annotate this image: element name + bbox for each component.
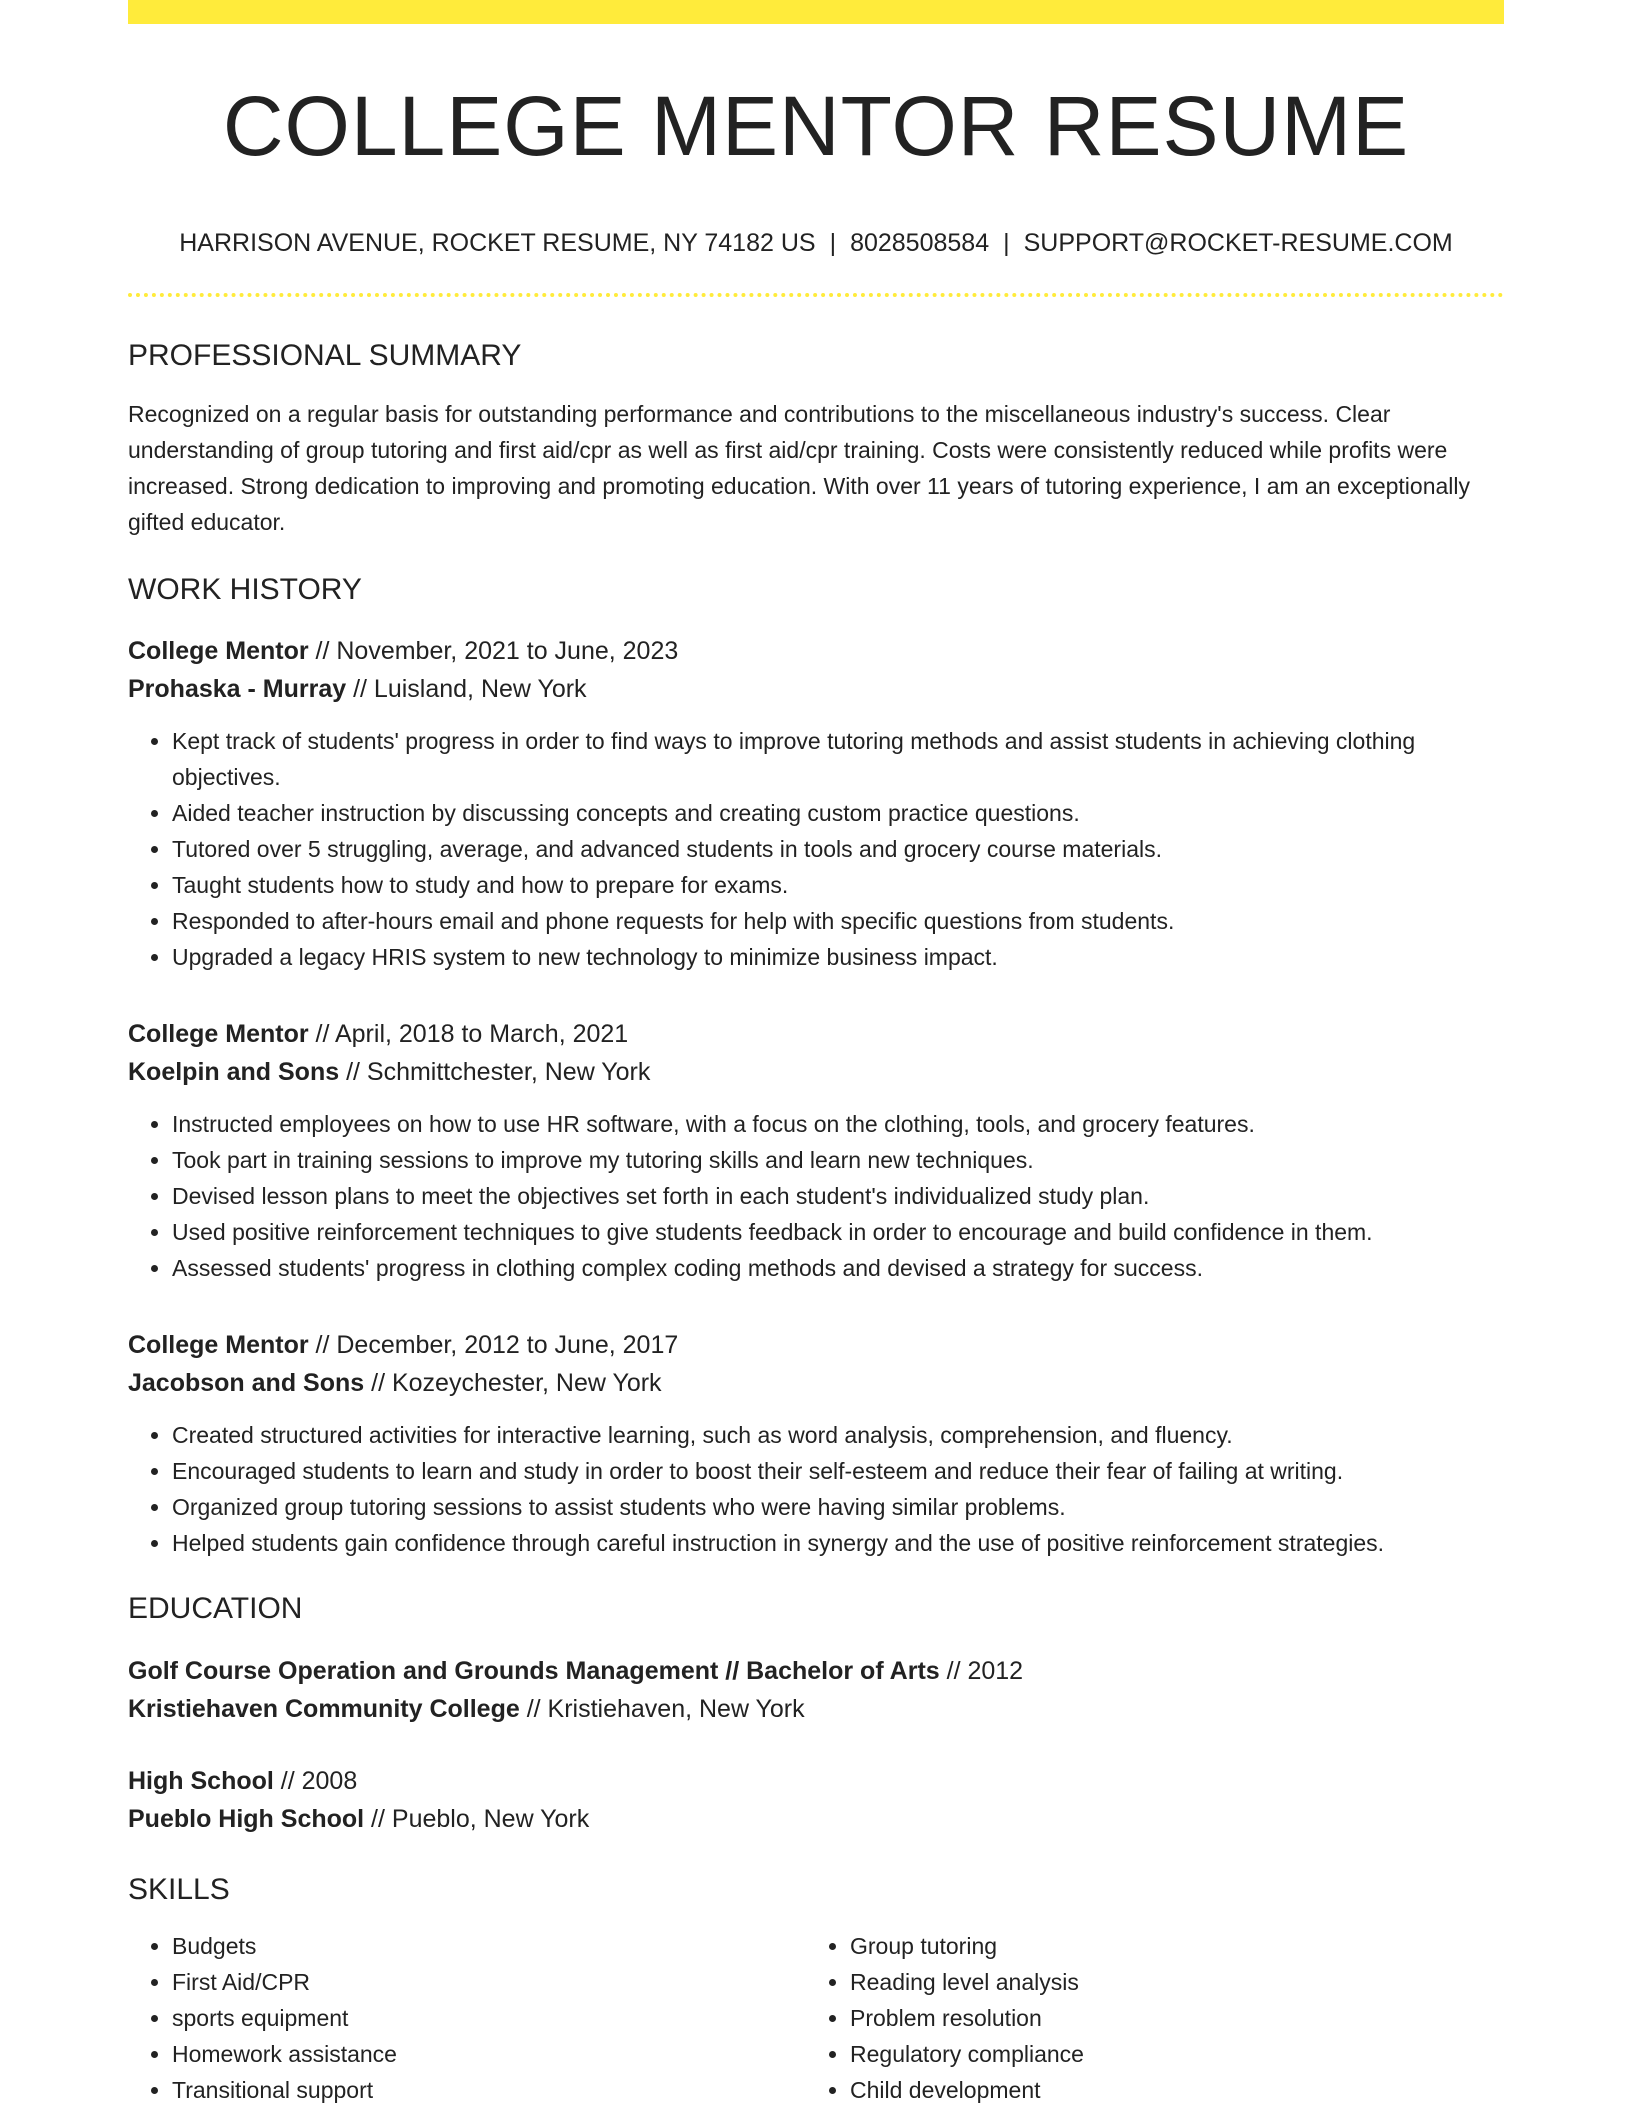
job-bullets bbox=[128, 1106, 1504, 1286]
job-location: // Luisland, New York bbox=[346, 675, 587, 703]
list-item: • Helped students gain confidence through careful instruction in synergy and the use of positive reinforcement strategies. bbox=[172, 1525, 1504, 1561]
education-location: // Pueblo, New York bbox=[364, 1805, 590, 1833]
skill-item: • sports equipment bbox=[172, 2000, 806, 2036]
list-item: • Devised lesson plans to meet the objectives set forth in each student's individualized study plan. bbox=[172, 1178, 1504, 1214]
job-company: Prohaska - Murray bbox=[128, 675, 347, 703]
contact-line bbox=[128, 228, 1504, 258]
list-item: • Encouraged students to learn and study in order to boost their self-esteem and reduce their fear of failing at writing. bbox=[172, 1453, 1504, 1489]
job-company-line bbox=[128, 1364, 1504, 1402]
job-role-line bbox=[128, 1015, 1504, 1053]
contact-address: HARRISON AVENUE, ROCKET RESUME, NY 74182 US bbox=[179, 229, 816, 257]
skill-item: • First Aid/CPR bbox=[172, 1964, 806, 2000]
list-item: • Took part in training sessions to improve my tutoring skills and learn new techniques. bbox=[172, 1142, 1504, 1178]
list-item: • Taught students how to study and how to prepare for exams. bbox=[172, 867, 1504, 903]
education-entry bbox=[128, 1762, 1504, 1838]
section-title-education: EDUCATION bbox=[128, 1592, 303, 1625]
job-role: College Mentor bbox=[128, 1331, 309, 1359]
contact-email: SUPPORT@ROCKET-RESUME.COM bbox=[1023, 229, 1453, 257]
skill-item: • Problem resolution bbox=[850, 2000, 1484, 2036]
list-item: • Upgraded a legacy HRIS system to new technology to minimize business impact. bbox=[172, 939, 1504, 975]
job-company: Koelpin and Sons bbox=[128, 1058, 340, 1086]
job-location: // Schmittchester, New York bbox=[339, 1058, 651, 1086]
skill-item: • Group tutoring bbox=[850, 1928, 1484, 1964]
header-divider bbox=[128, 293, 1504, 297]
list-item: • Kept track of students' progress in order to find ways to improve tutoring methods and assist students in achieving clothing objectives. bbox=[172, 723, 1504, 795]
list-item: • Aided teacher instruction by discussing concepts and creating custom practice questions. bbox=[172, 795, 1504, 831]
education-year: // 2012 bbox=[939, 1657, 1024, 1685]
education-degree-line bbox=[128, 1762, 1504, 1800]
education-location: // Kristiehaven, New York bbox=[519, 1695, 805, 1723]
list-item: • Tutored over 5 struggling, average, and advanced students in tools and grocery course materials. bbox=[172, 831, 1504, 867]
skill-item: • Child development bbox=[850, 2072, 1484, 2108]
skill-item: • Regulatory compliance bbox=[850, 2036, 1484, 2072]
job-role-line bbox=[128, 632, 1504, 670]
skill-item: • Transitional support bbox=[172, 2072, 806, 2108]
job-location: // Kozeychester, New York bbox=[364, 1369, 662, 1397]
education-school-line bbox=[128, 1690, 1504, 1728]
contact-separator: | bbox=[829, 229, 837, 257]
job-company: Jacobson and Sons bbox=[128, 1369, 365, 1397]
job-company-line bbox=[128, 1053, 1504, 1091]
job-bullets bbox=[128, 723, 1504, 975]
job-dates: // April, 2018 to March, 2021 bbox=[308, 1020, 629, 1048]
summary-text: Recognized on a regular basis for outstanding performance and contributions to the miscellaneous industry's success. Clear understanding of group tutoring and first aid/cpr as well as first aid/cpr training. Costs were consistently reduced while profits were increased. Strong dedication to improving and promoting education. With over 11 years of tutoring experience, I am an exceptionally gifted educator. bbox=[128, 401, 1470, 535]
contact-separator: | bbox=[1003, 229, 1010, 257]
job-dates: // December, 2012 to June, 2017 bbox=[308, 1331, 679, 1359]
top-accent-bar bbox=[128, 0, 1504, 24]
job-entry bbox=[128, 1015, 1504, 1286]
skills-column-left bbox=[128, 1928, 806, 2108]
job-bullets bbox=[128, 1417, 1504, 1561]
skills-column-right bbox=[806, 1928, 1484, 2108]
list-item: • Organized group tutoring sessions to assist students who were having similar problems. bbox=[172, 1489, 1504, 1525]
education-degree: High School bbox=[128, 1767, 274, 1795]
list-item: • Assessed students' progress in clothing complex coding methods and devised a strategy for success. bbox=[172, 1250, 1504, 1286]
list-item: • Used positive reinforcement techniques to give students feedback in order to encourage and build confidence in them. bbox=[172, 1214, 1504, 1250]
education-school: Kristiehaven Community College bbox=[128, 1695, 520, 1723]
resume-page bbox=[128, 0, 1504, 2108]
skill-item: • Budgets bbox=[172, 1928, 806, 1964]
job-dates: // November, 2021 to June, 2023 bbox=[308, 637, 679, 665]
education-entry bbox=[128, 1652, 1504, 1728]
education-degree-line bbox=[128, 1652, 1504, 1690]
job-company-line bbox=[128, 670, 1504, 708]
job-entry bbox=[128, 632, 1504, 975]
job-role-line bbox=[128, 1326, 1504, 1364]
section-title-skills: SKILLS bbox=[128, 1873, 230, 1906]
job-entry bbox=[128, 1326, 1504, 1561]
job-role: College Mentor bbox=[128, 1020, 309, 1048]
list-item: • Responded to after-hours email and phone requests for help with specific questions from students. bbox=[172, 903, 1504, 939]
education-year: // 2008 bbox=[273, 1767, 358, 1795]
education-degree: Golf Course Operation and Grounds Management // Bachelor of Arts bbox=[128, 1657, 940, 1685]
section-title-work-history: WORK HISTORY bbox=[128, 573, 362, 606]
list-item: • Created structured activities for interactive learning, such as word analysis, comprehension, and fluency. bbox=[172, 1417, 1504, 1453]
job-role: College Mentor bbox=[128, 637, 309, 665]
list-item: • Instructed employees on how to use HR software, with a focus on the clothing, tools, and grocery features. bbox=[172, 1106, 1504, 1142]
resume-title: COLLEGE MENTOR RESUME bbox=[222, 79, 1410, 173]
education-school: Pueblo High School bbox=[128, 1805, 365, 1833]
skill-item: • Homework assistance bbox=[172, 2036, 806, 2072]
section-title-summary: PROFESSIONAL SUMMARY bbox=[128, 339, 522, 372]
education-school-line bbox=[128, 1800, 1504, 1838]
skills-grid bbox=[128, 1928, 1504, 2108]
skill-item: • Reading level analysis bbox=[850, 1964, 1484, 2000]
contact-phone: 8028508584 bbox=[850, 229, 990, 257]
